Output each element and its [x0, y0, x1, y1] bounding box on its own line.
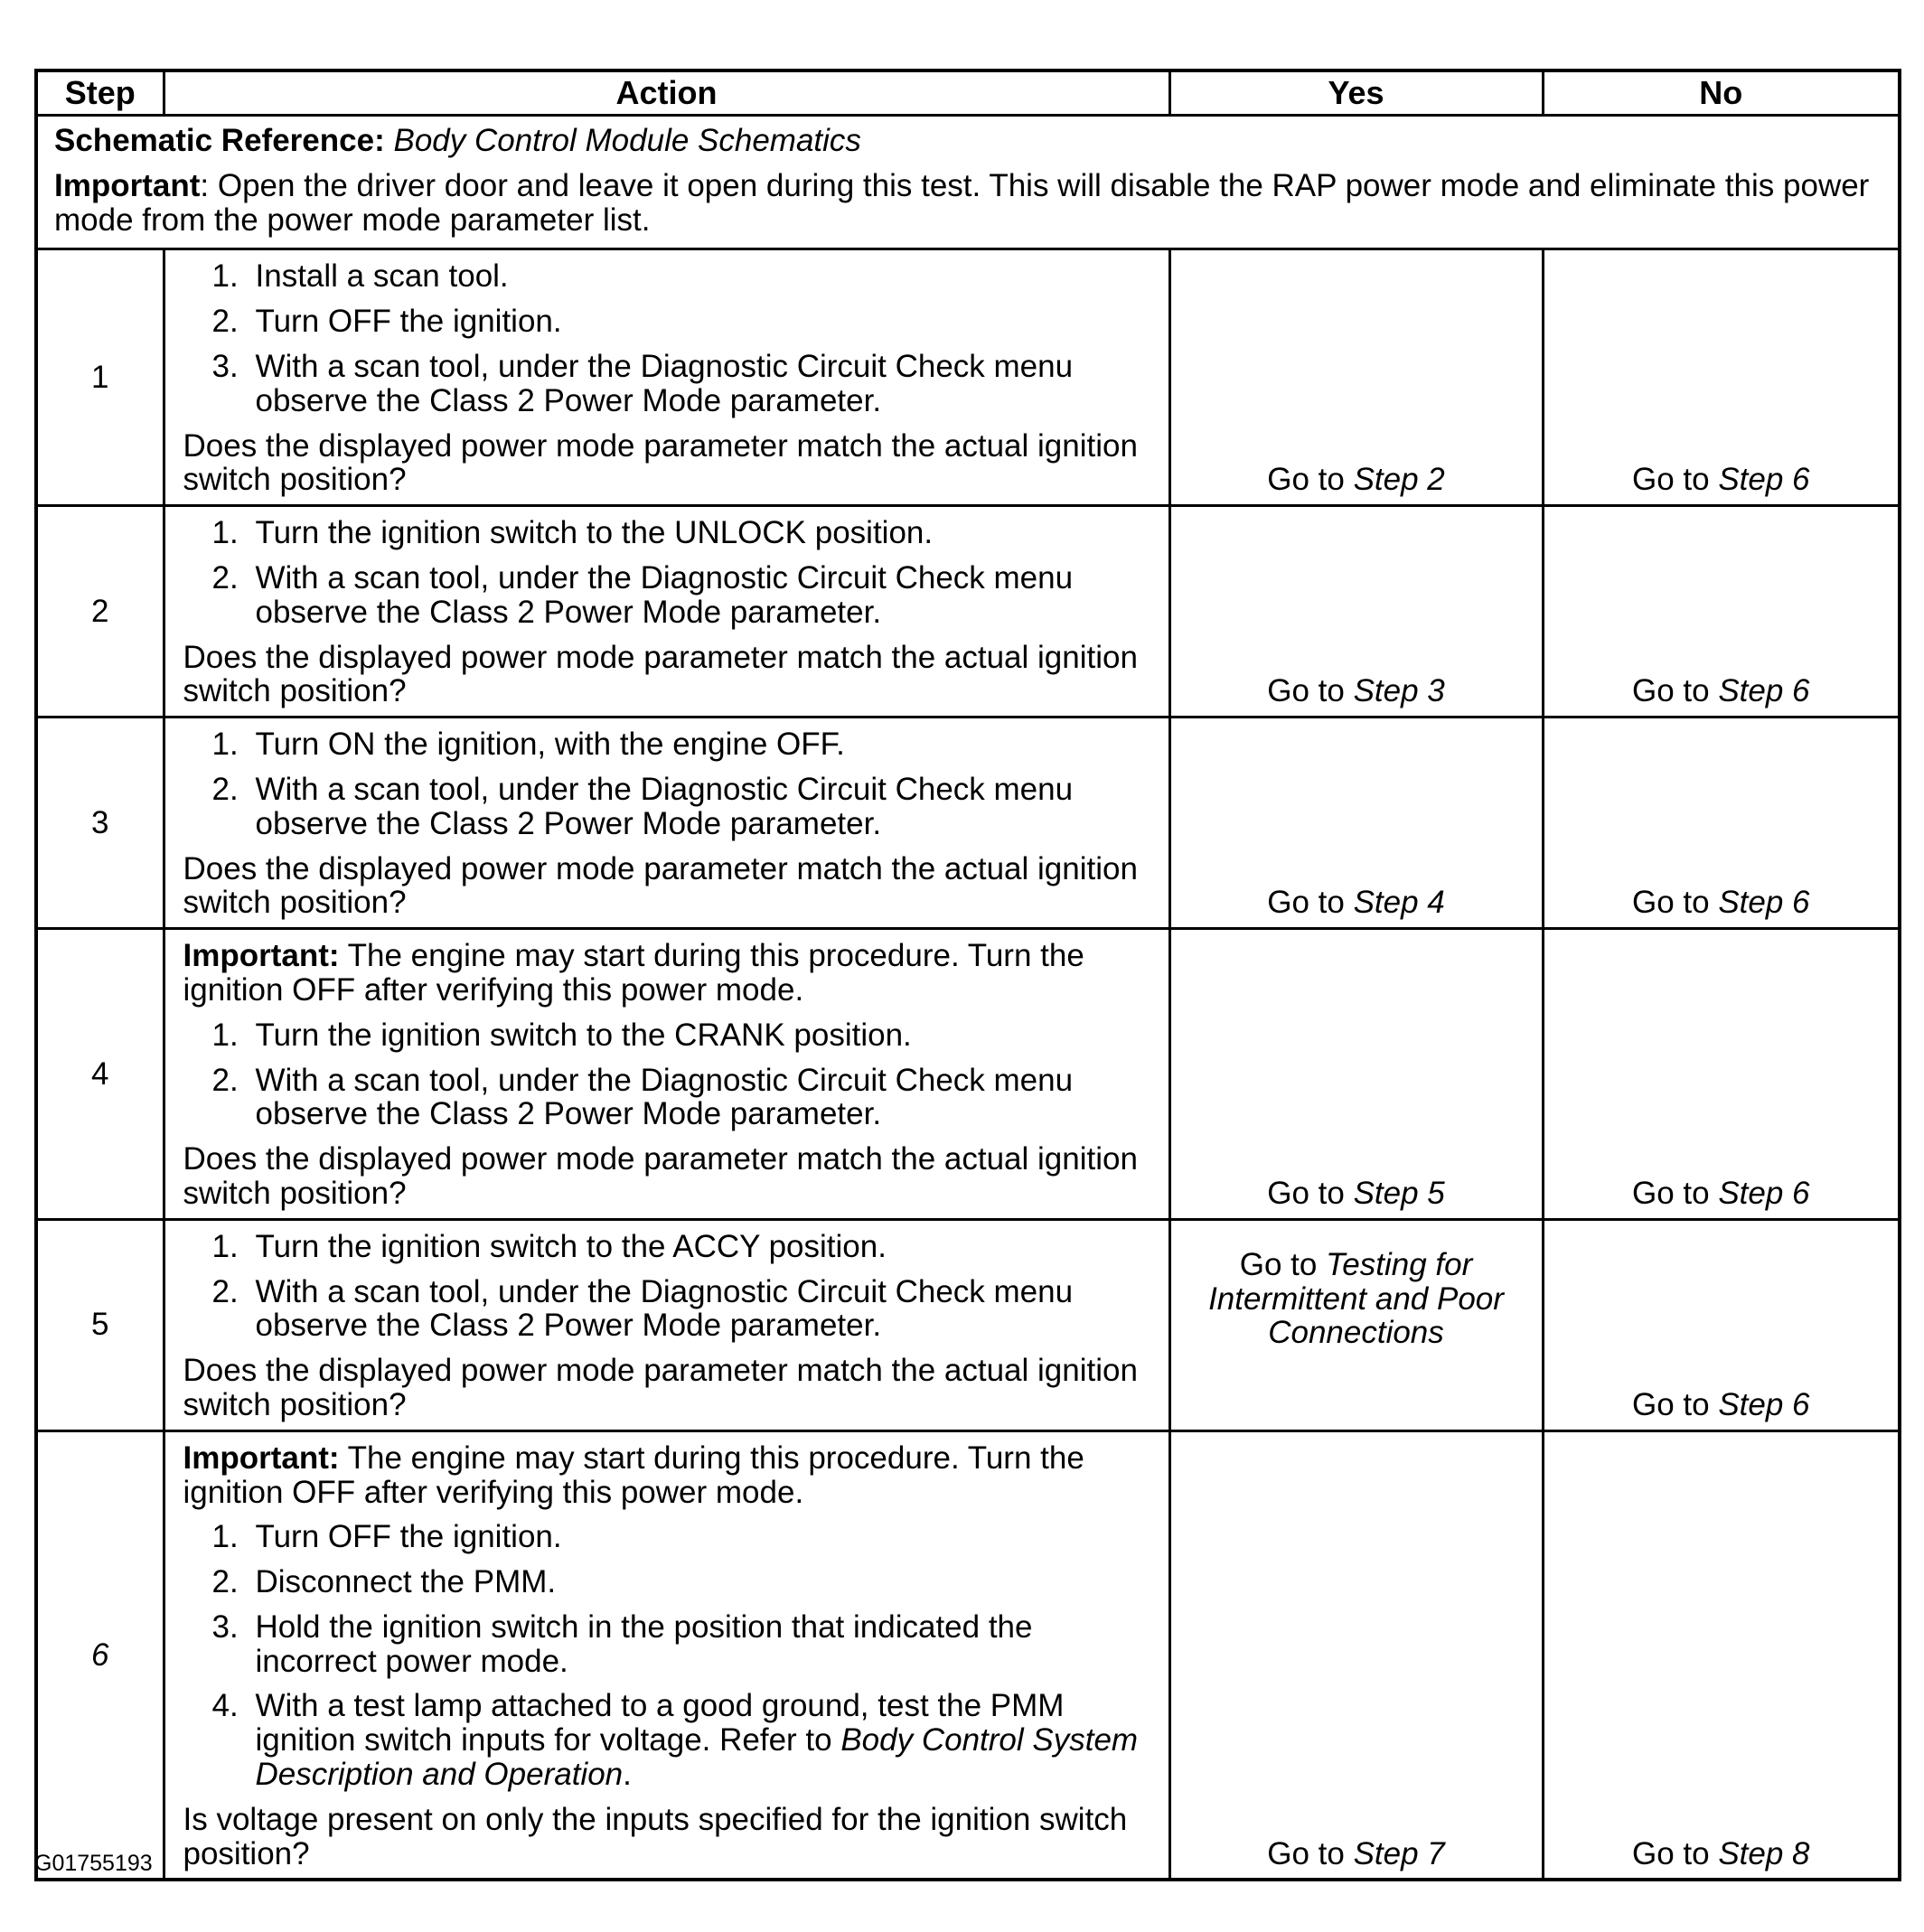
step-question: Is voltage present on only the inputs specified for the ignition switch position? [183, 1801, 1128, 1871]
no-result [1543, 249, 1900, 506]
header-step: Step [36, 70, 164, 116]
instruction-number: 2. [211, 771, 239, 807]
yes-prefix: Go to [1267, 885, 1354, 921]
no-result [1543, 1219, 1900, 1430]
step-action [164, 506, 1169, 717]
instruction-item [183, 773, 1156, 841]
diagnostic-table [34, 69, 1901, 1881]
schematic-reference-link[interactable]: Body Control Module Schematics [393, 123, 861, 158]
instruction-text-wrapper [256, 1064, 1156, 1132]
step-action [164, 1430, 1169, 1880]
step-important-label: Important: [183, 938, 340, 974]
header-row [36, 70, 1900, 116]
step-row [36, 717, 1900, 929]
instruction-item [183, 1275, 1156, 1344]
step-instruction-list [183, 1520, 1156, 1792]
step-number: 3 [36, 717, 164, 929]
instruction-number: 4. [211, 1688, 239, 1724]
instruction-item [183, 305, 1156, 339]
no-result [1543, 1430, 1900, 1880]
instruction-item [183, 1018, 1156, 1053]
instruction-item [183, 259, 1156, 294]
schematic-reference [54, 124, 1882, 158]
step-question: Does the displayed power mode parameter match the actual ignition switch position? [183, 427, 1138, 498]
instruction-item [183, 350, 1156, 418]
instruction-number: 2. [211, 1062, 239, 1098]
no-goto-link[interactable]: Step 6 [1718, 885, 1810, 921]
no-prefix: Go to [1631, 885, 1719, 921]
yes-result [1169, 1430, 1543, 1880]
step-action [164, 929, 1169, 1220]
instruction-number: 1. [211, 727, 239, 763]
step-important-label: Important: [183, 1440, 340, 1476]
step-number: 2 [36, 506, 164, 717]
yes-result [1169, 929, 1543, 1220]
instruction-text: Disconnect the PMM. [255, 1564, 557, 1600]
instruction-text: With a scan tool, under the Diagnostic Circuit Check menu observe the Class 2 Power Mode parameter. [255, 771, 1074, 841]
instruction-number: 1. [211, 1017, 239, 1053]
instruction-text: With a scan tool, under the Diagnostic Circuit Check menu observe the Class 2 Power Mode parameter. [255, 559, 1074, 630]
header-no: No [1543, 70, 1900, 116]
instruction-text-wrapper [256, 259, 1156, 294]
step-number: 1 [36, 249, 164, 506]
instruction-text-wrapper [256, 1610, 1156, 1679]
no-goto-link[interactable]: Step 6 [1718, 1386, 1810, 1422]
instruction-item [183, 1689, 1156, 1791]
instruction-number: 1. [211, 515, 239, 551]
instruction-item [183, 561, 1156, 630]
step-number: 5 [36, 1219, 164, 1430]
instruction-text: With a test lamp attached to a good ground, test the PMM ignition switch inputs for voltage. Refer to [255, 1688, 1065, 1758]
instruction-number: 2. [211, 1564, 239, 1600]
instruction-text: Turn the ignition switch to the ACCY position. [255, 1228, 887, 1264]
step-action [164, 717, 1169, 929]
instruction-text: Hold the ignition switch in the position that indicated the incorrect power mode. [255, 1608, 1033, 1679]
instruction-text-wrapper [256, 1689, 1156, 1791]
no-prefix: Go to [1631, 1175, 1719, 1211]
no-prefix: Go to [1631, 462, 1719, 498]
figure-code: G01755193 [34, 1851, 153, 1876]
instruction-text-wrapper [256, 561, 1156, 630]
step-important-note [183, 1441, 1156, 1510]
instruction-number: 2. [211, 304, 239, 340]
yes-prefix: Go to [1267, 1835, 1354, 1871]
instruction-reference-link[interactable]: Body Control System Description and Operation [255, 1722, 1139, 1793]
important-note [54, 169, 1882, 238]
step-instruction-list [183, 516, 1156, 629]
yes-result [1169, 506, 1543, 717]
reference-cell [36, 116, 1900, 249]
instruction-text: Turn ON the ignition, with the engine OFF. [255, 727, 845, 763]
step-number: 4 [36, 929, 164, 1220]
instruction-text-wrapper [256, 1230, 1156, 1264]
step-question: Does the displayed power mode parameter match the actual ignition switch position? [183, 1353, 1138, 1422]
no-goto-link[interactable]: Step 6 [1718, 462, 1810, 498]
step-row [36, 1219, 1900, 1430]
instruction-number: 1. [211, 258, 239, 295]
step-question: Does the displayed power mode parameter match the actual ignition switch position? [183, 639, 1138, 709]
instruction-number: 1. [211, 1519, 239, 1555]
no-result [1543, 929, 1900, 1220]
instruction-text: With a scan tool, under the Diagnostic Circuit Check menu observe the Class 2 Power Mode parameter. [255, 1273, 1074, 1344]
instruction-text-wrapper [256, 1018, 1156, 1053]
step-important-note [183, 939, 1156, 1008]
instruction-text-wrapper [256, 727, 1156, 762]
yes-goto-link[interactable]: Testing for Intermittent and Poor Connections [1208, 1246, 1504, 1351]
yes-prefix: Go to [1267, 462, 1354, 498]
instruction-item [183, 727, 1156, 762]
step-important-text: The engine may start during this procedure. Turn the ignition OFF after verifying this power mode. [183, 938, 1084, 1008]
important-label: Important [54, 167, 201, 203]
no-goto-link[interactable]: Step 8 [1718, 1835, 1810, 1871]
instruction-text-wrapper [256, 516, 1156, 550]
step-question: Does the displayed power mode parameter match the actual ignition switch position? [183, 850, 1138, 921]
instruction-item [183, 516, 1156, 550]
step-instruction-list [183, 1230, 1156, 1343]
step-row [36, 249, 1900, 506]
instruction-item [183, 1610, 1156, 1679]
instruction-text-wrapper [256, 305, 1156, 339]
schematic-reference-label: Schematic Reference: [54, 123, 385, 158]
header-yes: Yes [1169, 70, 1543, 116]
instruction-number: 2. [211, 559, 239, 596]
yes-goto-link[interactable]: Step 5 [1353, 1175, 1445, 1211]
instruction-text-wrapper [256, 773, 1156, 841]
step-number: 6 [36, 1430, 164, 1880]
instruction-text: With a scan tool, under the Diagnostic Circuit Check menu observe the Class 2 Power Mode parameter. [255, 1062, 1074, 1132]
no-prefix: Go to [1631, 673, 1719, 709]
step-action [164, 249, 1169, 506]
instruction-number: 3. [211, 348, 239, 384]
no-goto-link[interactable]: Step 6 [1718, 673, 1810, 709]
instruction-text: With a scan tool, under the Diagnostic Circuit Check menu observe the Class 2 Power Mode parameter. [255, 348, 1074, 418]
step-action [164, 1219, 1169, 1430]
instruction-item [183, 1565, 1156, 1599]
instruction-text-wrapper [256, 350, 1156, 418]
instruction-text: Install a scan tool. [255, 258, 509, 295]
instruction-item [183, 1064, 1156, 1132]
yes-result [1169, 1219, 1543, 1430]
yes-prefix: Go to [1267, 1175, 1354, 1211]
important-text: : Open the driver door and leave it open during this test. This will disable the RAP power mode and eliminate this power mode from the power mode parameter list. [54, 167, 1870, 238]
instruction-item [183, 1230, 1156, 1264]
step-question: Does the displayed power mode parameter match the actual ignition switch position? [183, 1141, 1138, 1211]
step-instruction-list [183, 259, 1156, 417]
step-row [36, 929, 1900, 1220]
step-row [36, 506, 1900, 717]
yes-prefix: Go to [1239, 1246, 1327, 1282]
yes-goto-link[interactable]: Step 7 [1353, 1835, 1445, 1871]
instruction-text: Turn OFF the ignition. [255, 1519, 562, 1555]
step-row [36, 1430, 1900, 1880]
step-instruction-list [183, 1018, 1156, 1131]
step-important-text: The engine may start during this procedure. Turn the ignition OFF after verifying this power mode. [183, 1440, 1084, 1510]
no-result [1543, 506, 1900, 717]
yes-goto-link[interactable]: Step 3 [1353, 673, 1445, 709]
step-instruction-list [183, 727, 1156, 840]
diagnostic-table-sheet [34, 69, 1898, 1881]
instruction-text-wrapper [256, 1565, 1156, 1599]
yes-result [1169, 717, 1543, 929]
header-action: Action [164, 70, 1169, 116]
instruction-number: 3. [211, 1608, 239, 1645]
instruction-text: Turn the ignition switch to the CRANK position. [255, 1017, 912, 1053]
no-goto-link[interactable]: Step 6 [1718, 1175, 1810, 1211]
instruction-text: Turn the ignition switch to the UNLOCK position. [255, 515, 934, 551]
instruction-text-wrapper [256, 1520, 1156, 1554]
instruction-number: 1. [211, 1228, 239, 1264]
yes-result [1169, 249, 1543, 506]
instruction-text-wrapper [256, 1275, 1156, 1344]
no-prefix: Go to [1631, 1386, 1719, 1422]
yes-goto-link[interactable]: Step 4 [1353, 885, 1445, 921]
instruction-text-end: . [623, 1757, 632, 1793]
no-prefix: Go to [1631, 1835, 1719, 1871]
yes-prefix: Go to [1267, 673, 1354, 709]
instruction-item [183, 1520, 1156, 1554]
yes-goto-link[interactable]: Step 2 [1353, 462, 1445, 498]
instruction-text: Turn OFF the ignition. [255, 304, 562, 340]
reference-row [36, 116, 1900, 249]
no-result [1543, 717, 1900, 929]
instruction-number: 2. [211, 1273, 239, 1309]
